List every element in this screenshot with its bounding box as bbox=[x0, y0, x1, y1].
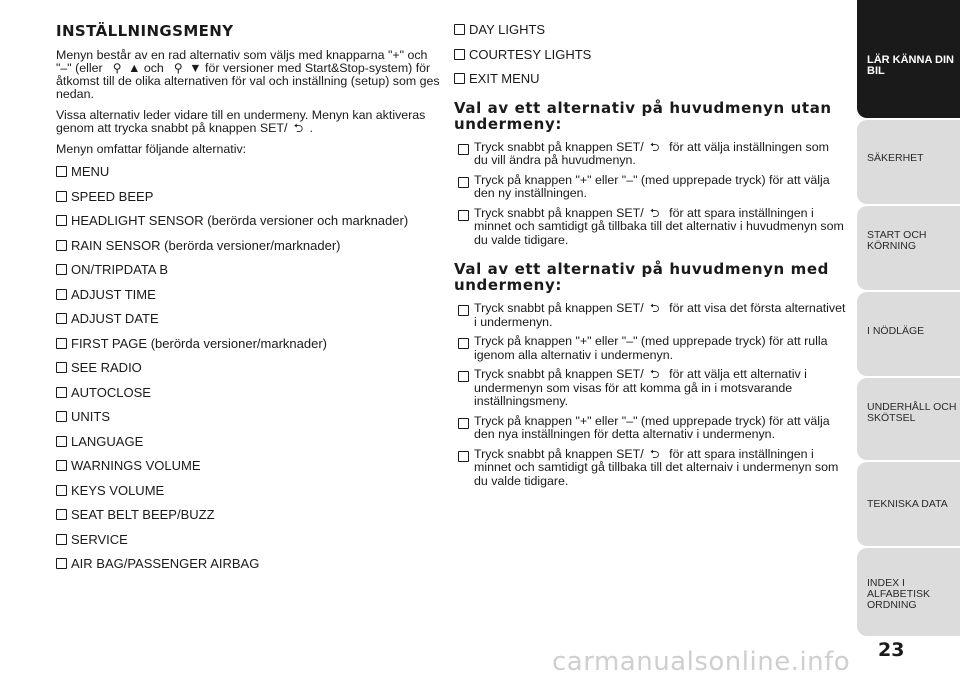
checkbox-bullet-icon bbox=[458, 451, 469, 462]
list-item: SEAT BELT BEEP/BUZZ bbox=[56, 507, 442, 532]
intro-paragraph: Menyn består av en rad alternativ som väljs med knapparna "+" och "–" (eller ⚲ ▲ och ⚲ ▼ för versioner med Start&Stop-system) för åtkomst till de olika alternativen för val och inställning (setup) som ges nedan. bbox=[56, 48, 440, 101]
instruction-step: Tryck snabbt på knappen SET/ ⮌ för att visa det första alternativet i undermenyn. bbox=[454, 302, 846, 329]
tab-start-och-korning[interactable]: START OCH KÖRNING bbox=[857, 206, 960, 290]
tab-i-nodlage[interactable]: I NÖDLÄGE bbox=[857, 292, 960, 376]
return-arrow-icon: ⮌ bbox=[649, 367, 660, 381]
down-triangle-icon: ▼ bbox=[189, 61, 202, 75]
checkbox-bullet-icon bbox=[56, 240, 67, 251]
page-number: 23 bbox=[878, 639, 905, 661]
section-heading: INSTÄLLNINGSMENY bbox=[56, 22, 234, 40]
list-item: ON/TRIPDATA B bbox=[56, 262, 442, 287]
list-item: SEE RADIO bbox=[56, 360, 442, 385]
checkbox-bullet-icon bbox=[56, 534, 67, 545]
return-arrow-icon: ⮌ bbox=[649, 205, 660, 220]
instruction-step: Tryck på knappen "+" eller "–" (med upprepade tryck) för att rulla igenom alla alternativ i undermenyn. bbox=[454, 335, 846, 362]
list-item: COURTESY LIGHTS bbox=[454, 47, 846, 72]
checkbox-bullet-icon bbox=[56, 166, 67, 177]
checkbox-bullet-icon bbox=[56, 558, 67, 569]
instruction-step: Tryck snabbt på knappen SET/ ⮌ för att spara inställningen i minnet och samtidigt gå tillbaka till det alternativ i huvudmenyn som du valde tidigare. bbox=[454, 207, 846, 248]
list-item: ADJUST DATE bbox=[56, 311, 442, 336]
lever-icon: ⚲ bbox=[112, 61, 122, 75]
checkbox-bullet-icon bbox=[56, 191, 67, 202]
watermark: carmanualsonline.info bbox=[552, 647, 851, 677]
checkbox-bullet-icon bbox=[56, 411, 67, 422]
tab-sakerhet[interactable]: SÄKERHET bbox=[857, 120, 960, 204]
checkbox-bullet-icon bbox=[458, 338, 469, 349]
instruction-step: Tryck på knappen "+" eller "–" (med upprepade tryck) för att välja den ny inställningen. bbox=[454, 174, 846, 201]
list-item: KEYS VOLUME bbox=[56, 483, 442, 508]
list-item: AIR BAG/PASSENGER AIRBAG bbox=[56, 556, 442, 581]
right-column bbox=[454, 22, 846, 494]
return-arrow-icon: ⮌ bbox=[649, 139, 660, 154]
checkbox-bullet-icon bbox=[56, 460, 67, 471]
checkbox-bullet-icon bbox=[56, 215, 67, 226]
checkbox-bullet-icon bbox=[458, 210, 469, 221]
instruction-step: Tryck snabbt på knappen SET/ ⮌ för att välja ett alternativ i undermenyn som visas för att komma gå in i motsvarande inställningsmeny. bbox=[454, 368, 846, 409]
chapter-sidebar bbox=[857, 0, 960, 636]
menu-options-list bbox=[56, 164, 442, 581]
checkbox-bullet-icon bbox=[56, 509, 67, 520]
tab-underhall-och-skotsel[interactable]: UNDERHÅLL OCH SKÖTSEL bbox=[857, 378, 960, 460]
subsection-heading-with-submenu: Val av ett alternativ på huvudmenyn med undermeny: bbox=[454, 260, 829, 294]
checkbox-bullet-icon bbox=[458, 177, 469, 188]
list-item: WARNINGS VOLUME bbox=[56, 458, 442, 483]
checkbox-bullet-icon bbox=[56, 485, 67, 496]
tab-tekniska-data[interactable]: TEKNISKA DATA bbox=[857, 462, 960, 546]
return-arrow-icon: ⮌ bbox=[293, 121, 304, 135]
list-item: EXIT MENU bbox=[454, 71, 846, 96]
list-item: LANGUAGE bbox=[56, 434, 442, 459]
checkbox-bullet-icon bbox=[458, 371, 469, 382]
list-item: RAIN SENSOR (berörda versioner/marknader) bbox=[56, 238, 442, 263]
instruction-step: Tryck snabbt på knappen SET/ ⮌ för att spara inställningen i minnet och samtidigt gå tillbaka till det alternaiv i undermenyn som du valde tidigare. bbox=[454, 448, 846, 489]
submenu-paragraph: Vissa alternativ leder vidare till en undermeny. Menyn kan aktiveras genom att trycka snabbt på knappen SET/ ⮌ . bbox=[56, 108, 426, 135]
left-column bbox=[56, 22, 442, 581]
list-item: AUTOCLOSE bbox=[56, 385, 442, 410]
return-arrow-icon: ⮌ bbox=[649, 446, 660, 461]
up-triangle-icon: ▲ bbox=[128, 61, 141, 75]
instruction-step: Tryck på knappen "+" eller "–" (med upprepade tryck) för att välja den nya inställningen för detta alternativ i undermenyn. bbox=[454, 415, 846, 442]
checkbox-bullet-icon bbox=[56, 338, 67, 349]
checkbox-bullet-icon bbox=[56, 313, 67, 324]
checkbox-bullet-icon bbox=[56, 436, 67, 447]
list-item: ADJUST TIME bbox=[56, 287, 442, 312]
list-item: DAY LIGHTS bbox=[454, 22, 846, 47]
lever-icon: ⚲ bbox=[173, 61, 183, 75]
menu-options-list-continued bbox=[454, 22, 846, 96]
checkbox-bullet-icon bbox=[56, 362, 67, 373]
return-arrow-icon: ⮌ bbox=[649, 301, 660, 315]
subsection-heading-no-submenu: Val av ett alternativ på huvudmenyn utan undermeny: bbox=[454, 98, 832, 133]
checkbox-bullet-icon bbox=[454, 24, 465, 35]
checkbox-bullet-icon bbox=[458, 144, 469, 155]
instruction-step: Tryck snabbt på knappen SET/ ⮌ för att välja inställningen som du vill ändra på huvudmenyn. bbox=[454, 141, 846, 168]
checkbox-bullet-icon bbox=[458, 305, 469, 316]
list-item: MENU bbox=[56, 164, 442, 189]
checkbox-bullet-icon bbox=[56, 264, 67, 275]
list-item: SPEED BEEP bbox=[56, 189, 442, 214]
list-item: SERVICE bbox=[56, 532, 442, 557]
checkbox-bullet-icon bbox=[454, 49, 465, 60]
checkbox-bullet-icon bbox=[56, 387, 67, 398]
menu-intro: Menyn omfattar följande alternativ: bbox=[56, 142, 247, 156]
list-item: UNITS bbox=[56, 409, 442, 434]
list-item: FIRST PAGE (berörda versioner/marknader) bbox=[56, 336, 442, 361]
checkbox-bullet-icon bbox=[458, 418, 469, 429]
checkbox-bullet-icon bbox=[454, 73, 465, 84]
tab-lar-kanna-din-bil[interactable]: LÄR KÄNNA DIN BIL bbox=[857, 0, 960, 118]
checkbox-bullet-icon bbox=[56, 289, 67, 300]
tab-index-i-alfabetisk-ordning[interactable]: INDEX I ALFABETISK ORDNING bbox=[857, 548, 960, 636]
list-item: HEADLIGHT SENSOR (berörda versioner och marknader) bbox=[56, 213, 442, 238]
